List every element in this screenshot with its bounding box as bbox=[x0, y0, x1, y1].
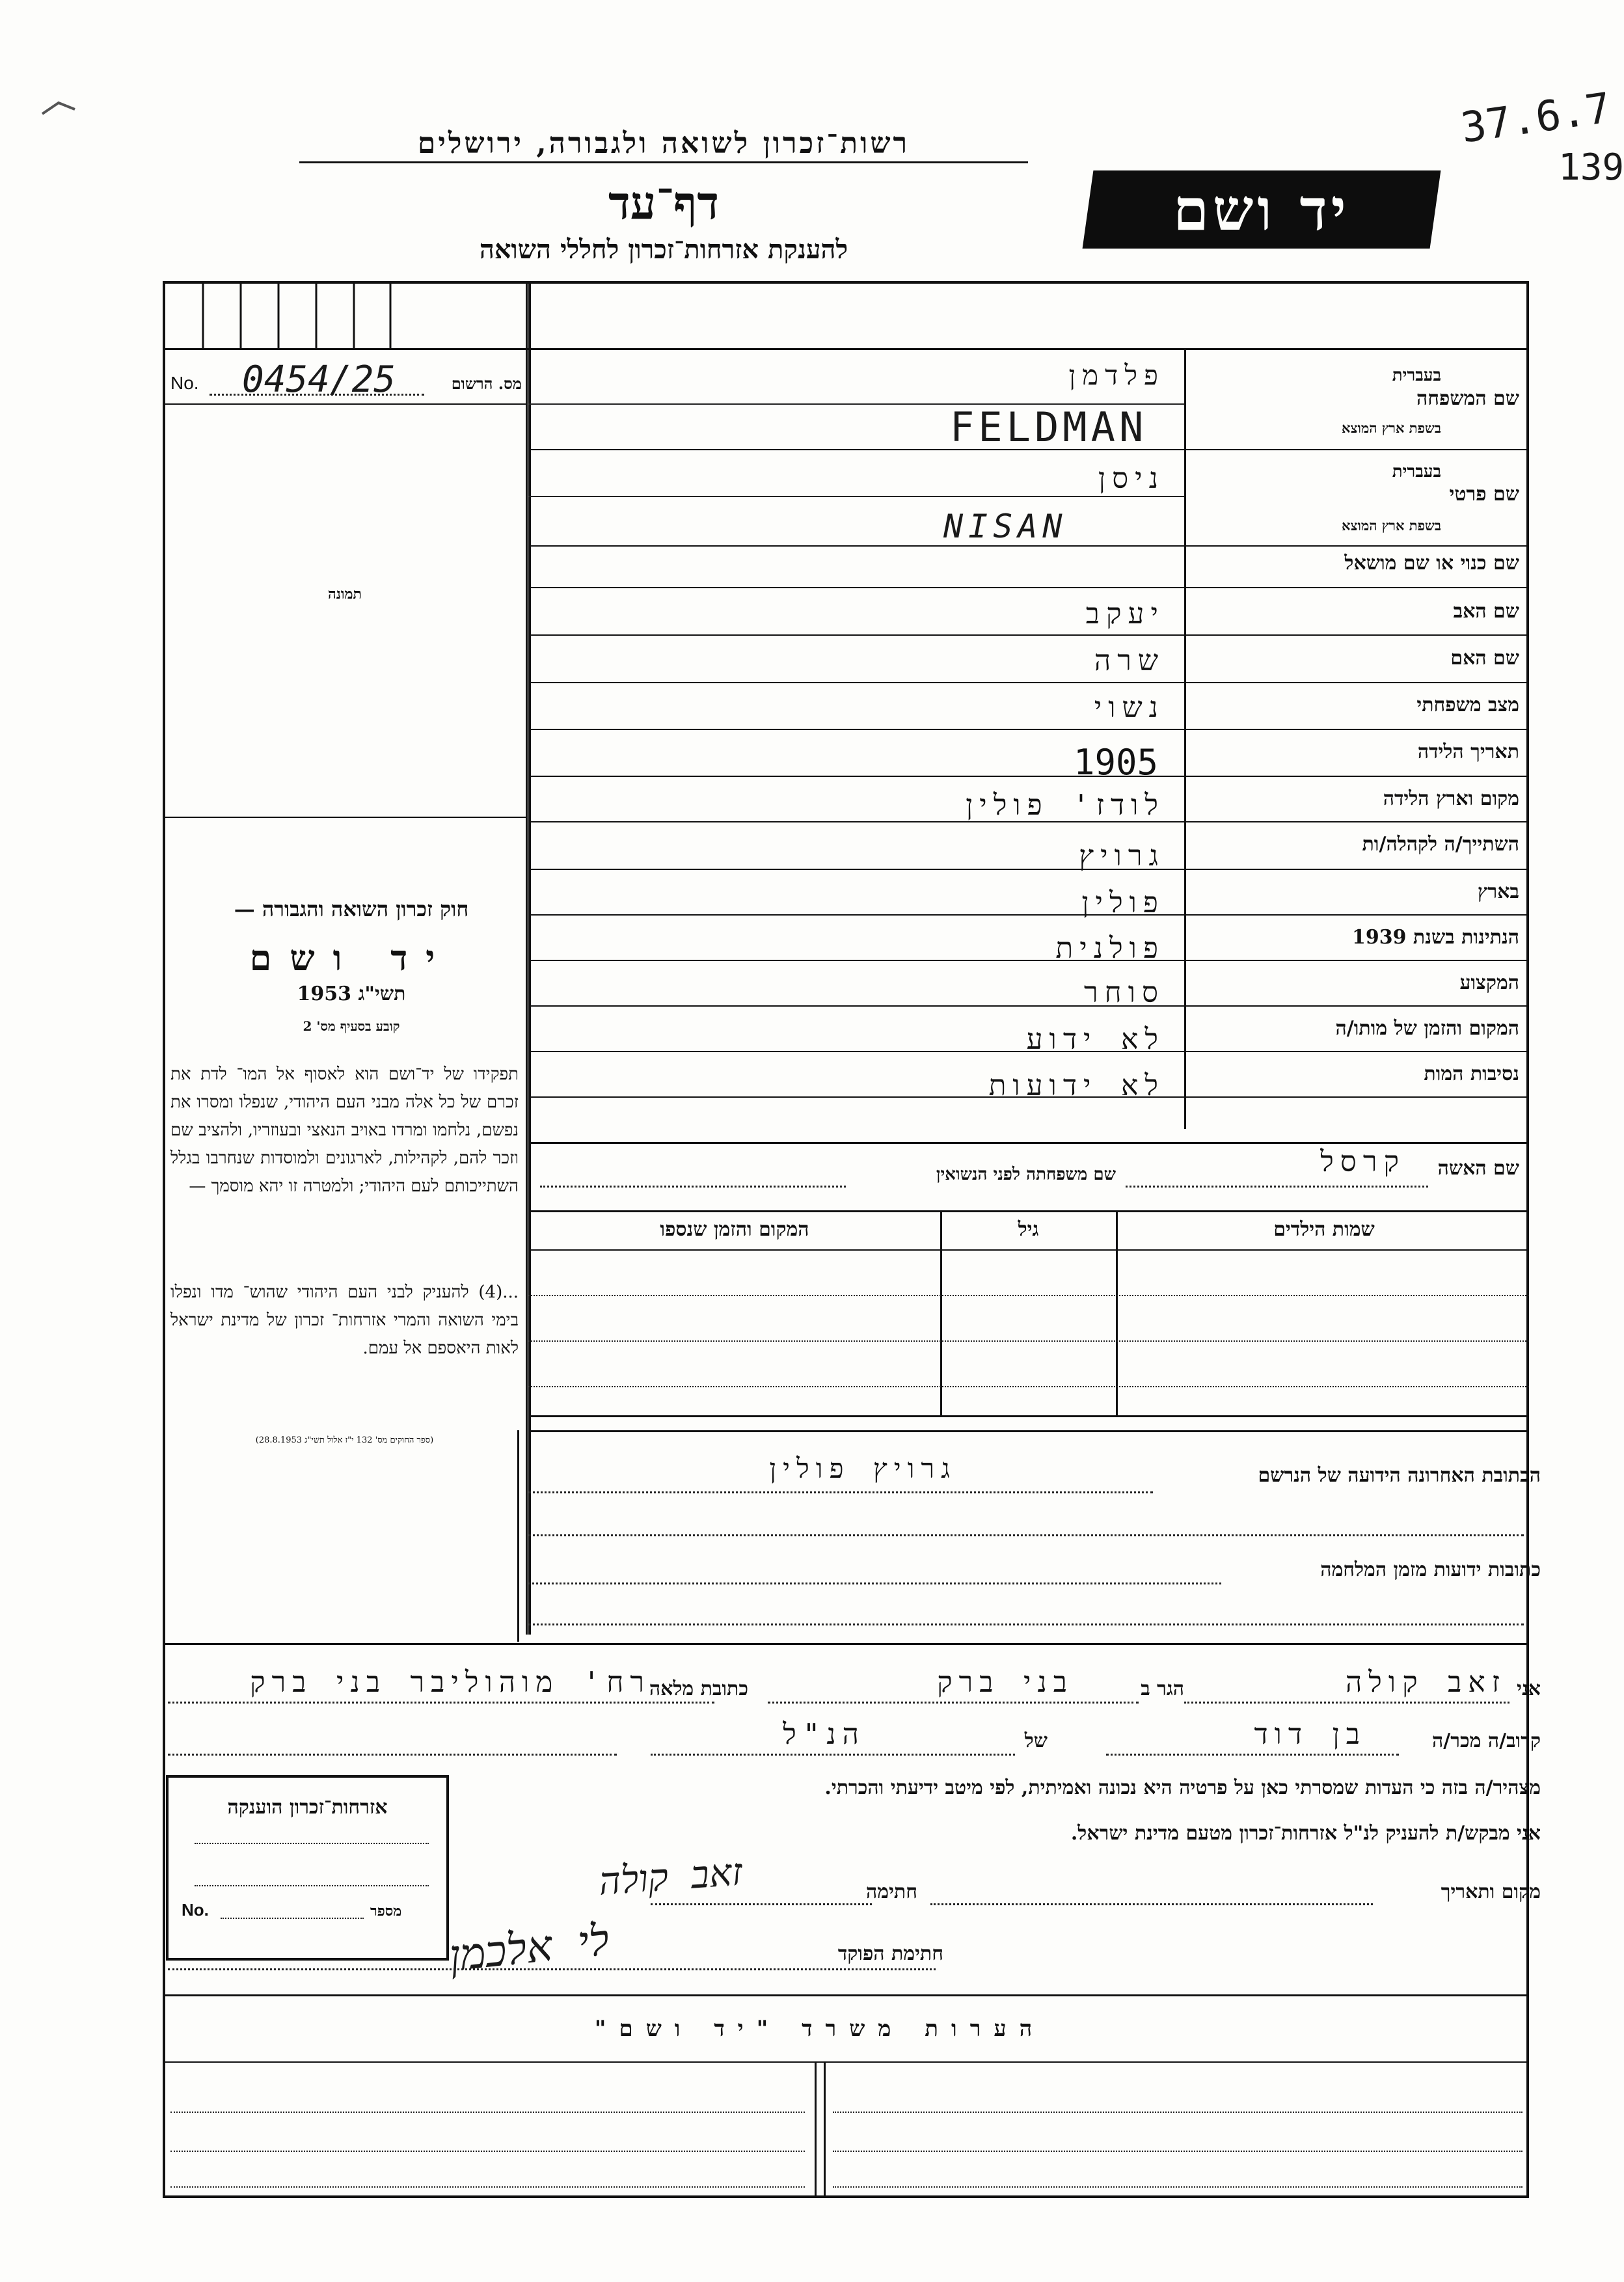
authority-name: רשות־זכרון לשואה ולגבורה, ירושלים bbox=[299, 127, 1028, 163]
law-name: יד ושם bbox=[249, 937, 453, 979]
community[interactable]: גרויץ bbox=[1079, 839, 1165, 873]
birthplace-label: מקום וארץ הלידה bbox=[1383, 787, 1519, 810]
citizenship[interactable]: פולנית bbox=[1055, 932, 1165, 965]
law-paragraph-1: תפקידו של יד־ושם הוא לאסוף אל המו־ לדת את זכרם של כל אלה מבני העם היהודי, שנפלו ומסרו את נפשם, נלחמו ומרדו באויב הנאצי ובעוזריו, ולהציב שם וזכר להם, לקהילות, לארגונים ולמוסדות שנחרבו בגלל השתייכותם לעם היהודי; ולמטרה זו יהא מוסמך — bbox=[170, 1065, 519, 1196]
relation-value[interactable]: בן דוד bbox=[1254, 1718, 1366, 1751]
corner-note-2: 139 bbox=[1558, 146, 1624, 189]
form-title: דף־עד bbox=[608, 176, 719, 230]
logo-text: יד ושם bbox=[1173, 176, 1350, 243]
of-label: של bbox=[1024, 1730, 1048, 1752]
marital-status-label: מצב משפחתי bbox=[1416, 694, 1519, 716]
law-clause: קובע בסעיף מס' 2 bbox=[303, 1018, 400, 1034]
registration-no-label: No. bbox=[170, 373, 199, 393]
notes-line[interactable] bbox=[170, 2151, 805, 2152]
resides-label: הגר ב bbox=[1141, 1678, 1184, 1700]
death-cause[interactable]: לא ידועות bbox=[988, 1069, 1165, 1102]
photo-label: תמונה bbox=[328, 586, 362, 603]
declarant-i-label: אני bbox=[1517, 1678, 1541, 1700]
father-name[interactable]: יעקב bbox=[1085, 597, 1165, 631]
children-place-header: המקום והזמן שנספו bbox=[660, 1218, 809, 1241]
certificate-box bbox=[166, 1775, 449, 1961]
surname-label: שם המשפחה bbox=[1416, 387, 1519, 410]
of-value[interactable]: הנ"ל bbox=[783, 1718, 865, 1751]
registration-number[interactable] bbox=[170, 359, 522, 401]
declarant-address[interactable]: רח' מוהוליבר בני ברק bbox=[250, 1666, 651, 1699]
photo-area bbox=[163, 405, 527, 815]
declaration-statement: מצהיר/ה בזה כי העדות שמסרתי כאן על פרטיה היא נכונה ואמיתית, לפי מיטב ידיעתי והכרתי. bbox=[824, 1776, 1541, 1799]
last-address[interactable]: גרויץ פולין bbox=[769, 1452, 956, 1484]
maiden-name-label: שם משפחתה לפני הנשואין bbox=[936, 1165, 1116, 1184]
relation-label: קרוב/ה מכר/ה bbox=[1432, 1730, 1541, 1752]
birthdate-label: תאריך הלידה bbox=[1417, 740, 1519, 763]
official-signature-label: חתימת הפוקד bbox=[837, 1942, 943, 1965]
birthdate[interactable]: 1905 bbox=[1074, 742, 1159, 783]
law-paragraph-2: ...(4) להעניק לבני העם היהודי שהוש־ מדו ונפלו בימי השואה והמרי אזרחות־ זכרון של מדינת ישראל לאות היאספם אל עמם. bbox=[170, 1283, 519, 1358]
nickname-label: שם כנוי או שם מושאל bbox=[1344, 552, 1519, 575]
signature-label: חתימה bbox=[866, 1881, 917, 1903]
children-names-header: שמות הילדים bbox=[1273, 1218, 1375, 1241]
father-label: שם האב bbox=[1453, 600, 1519, 623]
form-subtitle: להענקת אזרחות־זכרון לחללי השואה bbox=[479, 234, 848, 265]
given-origin-label: בשפת ארץ המוצא bbox=[1342, 517, 1441, 534]
birthplace[interactable]: לודז' פולין bbox=[966, 789, 1165, 822]
notes-line[interactable] bbox=[833, 2112, 1522, 2113]
code-boxes bbox=[163, 281, 527, 348]
given-name-label: שם פרטי bbox=[1449, 483, 1519, 506]
declarant-name[interactable]: זאב קולה bbox=[1345, 1666, 1506, 1699]
death-place[interactable]: לא ידוע bbox=[1026, 1023, 1165, 1056]
notes-line[interactable] bbox=[833, 2186, 1522, 2188]
citizenship-label: הנתינות בשנת 1939 bbox=[1351, 926, 1519, 949]
corner-note-1: 37.6.7 bbox=[1457, 84, 1614, 153]
community-label: השתייך/ה לקהלה/ות bbox=[1362, 833, 1519, 856]
country-label: בארץ bbox=[1477, 880, 1519, 903]
place-date-label: מקום ותאריך bbox=[1441, 1881, 1541, 1903]
office-notes-title: הערות משרד "יד ושם" bbox=[594, 2016, 1046, 2042]
certificate-title: אזרחות־זכרון הוענקה bbox=[227, 1796, 388, 1819]
official-signature[interactable]: לי אלכמן bbox=[446, 1914, 612, 1981]
profession-label: המקצוע bbox=[1459, 971, 1519, 994]
notes-line[interactable] bbox=[170, 2186, 805, 2188]
law-source: (ספר החוקים מס' 132 י"ז אלול תשי"ג 28.8.1953) bbox=[255, 1435, 434, 1445]
mother-name[interactable]: שרה bbox=[1094, 644, 1165, 677]
surname-hebrew-label: בעברית bbox=[1392, 366, 1441, 385]
surname-origin-label: בשפת ארץ המוצא bbox=[1342, 420, 1441, 436]
children-age-header: גיל bbox=[1018, 1218, 1039, 1241]
law-year: תשי"ג 1953 bbox=[297, 983, 406, 1005]
registration-label: מס. הרשום bbox=[451, 374, 522, 393]
marital-status[interactable]: נשוי bbox=[1094, 691, 1165, 724]
declarant-signature[interactable]: זאב קולה bbox=[597, 1849, 744, 1904]
yad-vashem-logo bbox=[1083, 170, 1441, 249]
surname-english[interactable]: FELDMAN bbox=[950, 403, 1148, 451]
wartime-address-label: כתובות ידועות מזמן המלחמה bbox=[1320, 1558, 1541, 1581]
last-address-label: הכתובת האחרונה הידועה של הנרשם bbox=[1258, 1464, 1541, 1487]
wife-name[interactable]: קרסל bbox=[1320, 1145, 1405, 1178]
death-place-label: המקום והזמן של מותו/ה bbox=[1335, 1017, 1519, 1040]
surname-hebrew[interactable]: פלדמן bbox=[1068, 359, 1165, 391]
law-title: חוק זכרון השואה והגבורה — bbox=[234, 897, 469, 921]
country[interactable]: פולין bbox=[1081, 886, 1165, 919]
certificate-no-label: No. bbox=[182, 1900, 209, 1920]
given-hebrew-label: בעברית bbox=[1392, 462, 1441, 482]
corner-mark bbox=[39, 98, 78, 111]
certificate-number-label: מספר bbox=[370, 1903, 402, 1920]
profession[interactable]: סוחר bbox=[1084, 976, 1165, 1009]
declaration-request: אני מבקש/ת להעניק לנ"ל אזרחות־זכרון מטעם מדינת ישראל. bbox=[1070, 1822, 1541, 1845]
declarant-resides[interactable]: בני ברק bbox=[937, 1666, 1074, 1699]
registration-value: 0454/25 bbox=[242, 359, 396, 401]
mother-label: שם האם bbox=[1450, 647, 1519, 670]
given-name-english[interactable]: NISAN bbox=[943, 508, 1068, 545]
wife-label: שם האשה bbox=[1437, 1157, 1519, 1180]
notes-line[interactable] bbox=[170, 2112, 805, 2113]
full-address-label: כתובת מלאה bbox=[649, 1678, 748, 1700]
given-name-hebrew[interactable]: ניסן bbox=[1098, 462, 1165, 495]
death-cause-label: נסיבות המות bbox=[1424, 1063, 1519, 1085]
notes-line[interactable] bbox=[833, 2151, 1522, 2152]
